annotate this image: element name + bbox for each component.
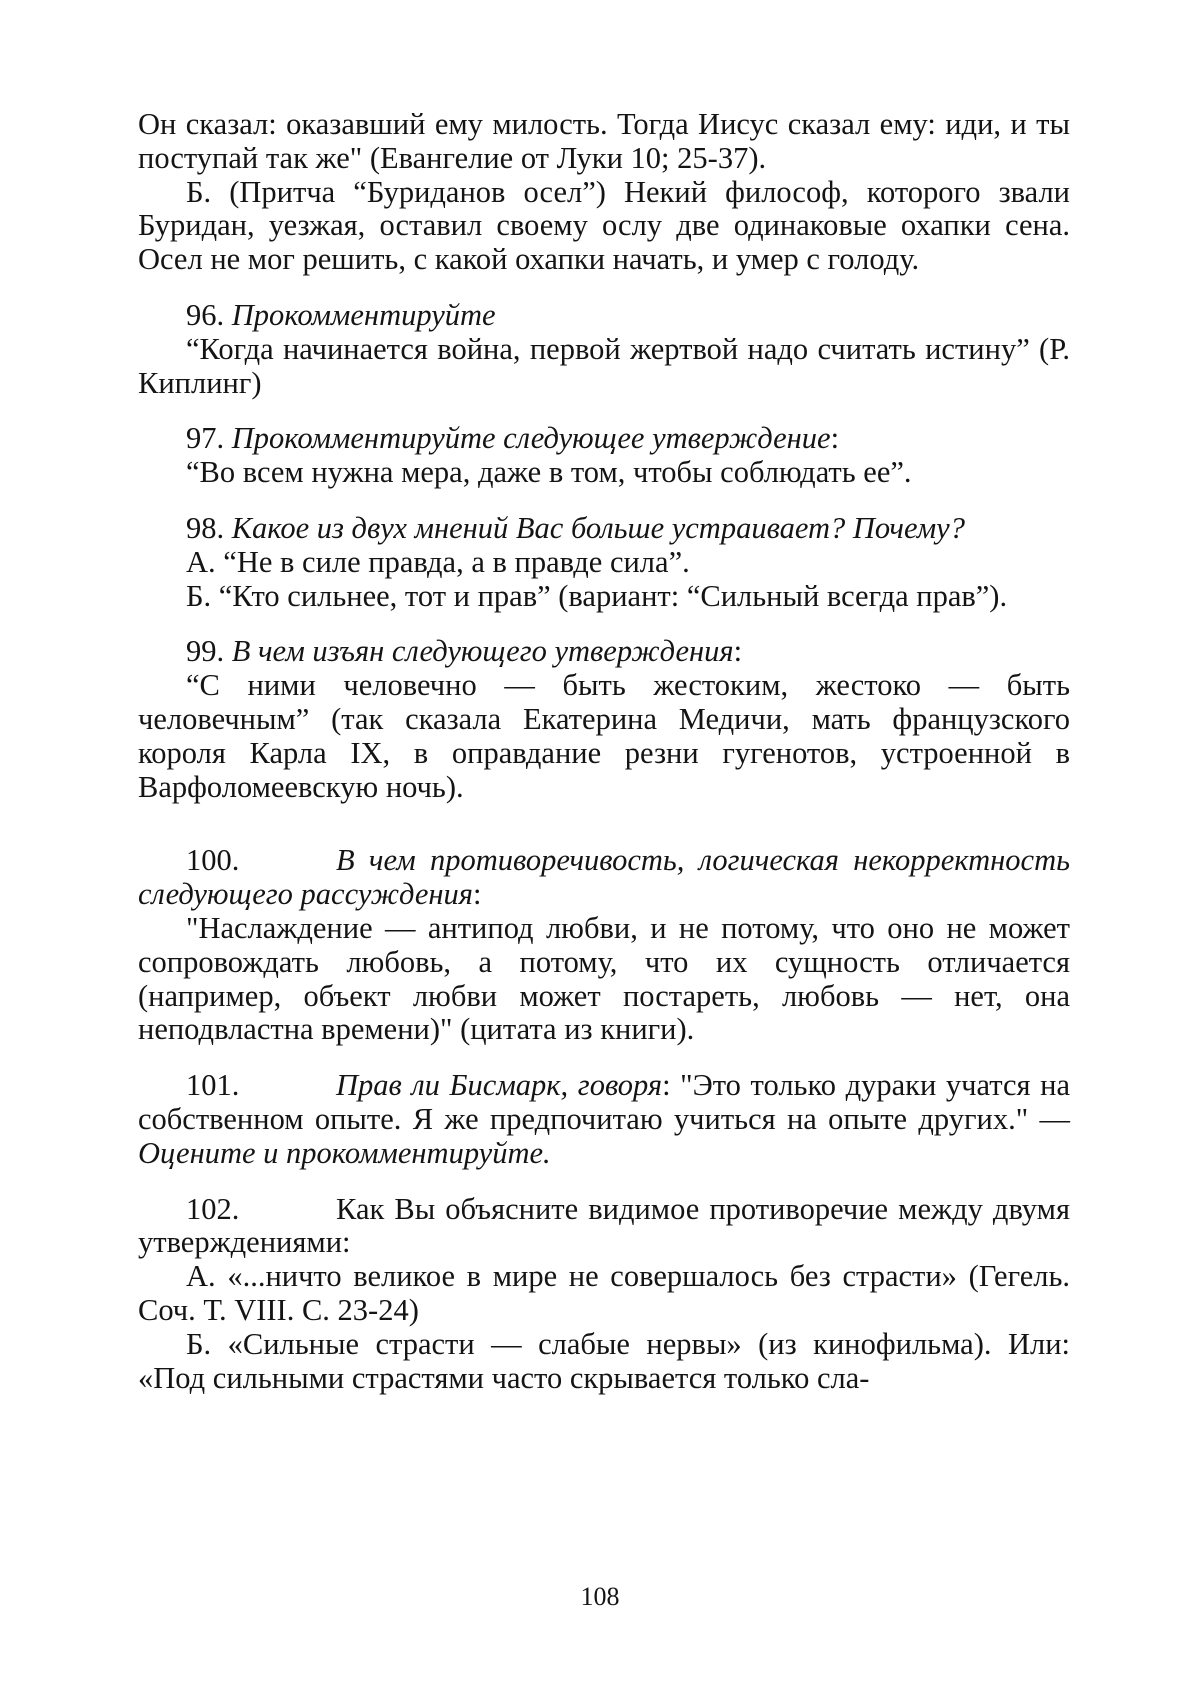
question-96-heading <box>138 299 1070 333</box>
question-number: 102. <box>186 1191 240 1226</box>
question-title: В чем противоречивость, логическая некорректность следующего рассуждения <box>138 843 1070 912</box>
question-number: 99. <box>186 634 225 669</box>
paragraph-buridan: Б. (Притча “Буриданов осел”) Некий философ, которого звали Буридан, уезжая, оставил своему ослу две одинаковые охапки сена. Осел не мог решить, с какой охапки начать, и умер с голоду. <box>138 174 1070 277</box>
colon: : <box>733 634 743 669</box>
question-102-option-a: А. «...ничто великое в мире не совершалось без страсти» (Гегель. Соч. Т. VIII. С. 23-24) <box>138 1259 1070 1327</box>
question-title: Прокомментируйте <box>231 297 496 332</box>
question-96-quote: “Когда начинается война, первой жертвой надо считать истину” (Р. Киплинг) <box>138 331 1070 400</box>
question-title: Прокомментируйте следующее утверждение <box>231 421 831 456</box>
question-title: Как Вы объясните видимое противоречие между двумя утверждениями: <box>138 1191 1070 1260</box>
colon: : <box>472 877 482 912</box>
paragraph-continuation: Он сказал: оказавший ему милость. Тогда Иисус сказал ему: иди, и ты поступай так же" (Евангелие от Луки 10; 25-37). <box>138 107 1070 175</box>
question-100-heading <box>138 844 1070 912</box>
question-title: В чем изъян следующего утверждения <box>231 634 734 669</box>
question-number: 98. <box>186 510 225 545</box>
question-99-quote: “С ними человечно — быть жестоким, жестоко — быть человечным” (так сказала Екатерина Медичи, мать французского короля Карла IX, в оправдание резни гугенотов, устроенной в Варфоломеевскую ночь). <box>138 668 1070 804</box>
question-98-option-a: А. “Не в силе правда, а в правде сила”. <box>186 544 690 579</box>
question-number: 100. <box>186 843 240 878</box>
colon: : <box>830 421 840 456</box>
question-97-heading <box>138 422 1070 456</box>
question-98-option-b: Б. “Кто сильнее, тот и прав” (вариант: “Сильный всегда прав”). <box>186 578 1008 613</box>
question-98-heading <box>138 512 1070 546</box>
question-tail: Оцените и прокомментируйте. <box>138 1135 551 1170</box>
question-97-quote: “Во всем нужна мера, даже в том, чтобы соблюдать ее”. <box>186 455 912 490</box>
question-102-option-b: Б. «Сильные страсти — слабые нервы» (из кинофильма). Или: «Под сильными страстями часто скрывается только сла- <box>138 1326 1070 1395</box>
question-99-heading <box>138 635 1070 669</box>
question-title: Какое из двух мнений Вас больше устраивает? Почему? <box>231 510 965 545</box>
page-number: 108 <box>580 1582 620 1611</box>
question-number: 101. <box>186 1068 240 1103</box>
question-number: 96. <box>186 297 225 332</box>
question-101-paragraph <box>138 1069 1070 1170</box>
question-body: : "Это только дураки учатся на собственном опыте. Я же предпочитаю учиться на опыте других." — <box>138 1068 1070 1136</box>
question-100-quote: "Наслаждение — антипод любви, и не потому, что оно не может сопровождать любовь, а потому, что их сущность отличается (например, объект любви может постареть, любовь — нет, она неподвластна времени)" (цитата из книги). <box>138 910 1070 1047</box>
question-number: 97. <box>186 421 225 456</box>
question-title: Прав ли Бисмарк, говоря <box>336 1068 663 1103</box>
question-102-heading <box>138 1193 1070 1261</box>
